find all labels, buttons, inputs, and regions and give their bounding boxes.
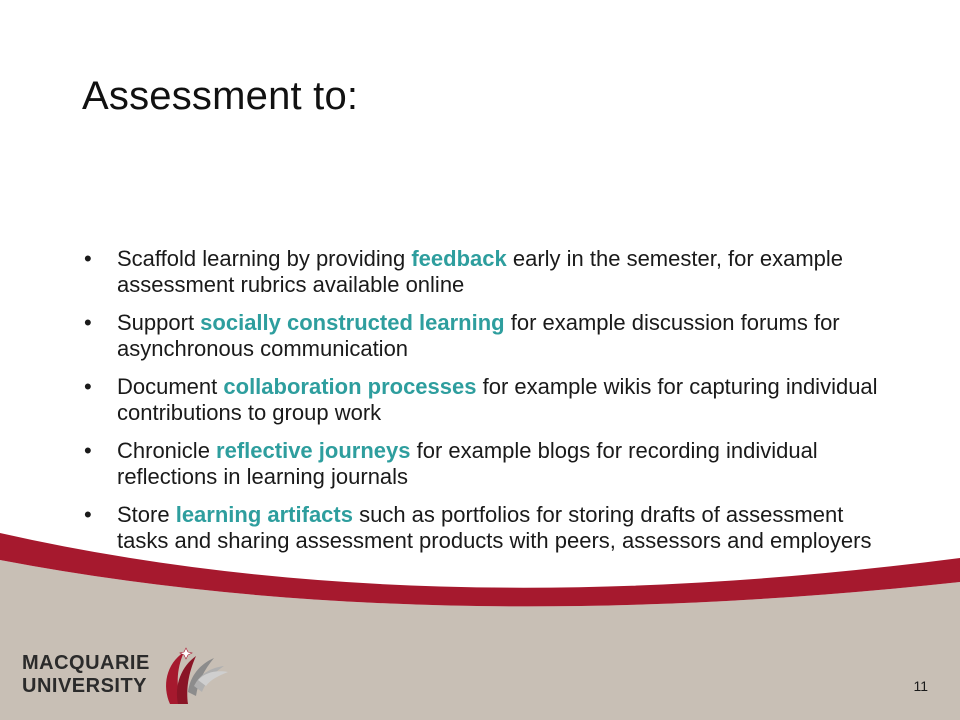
slide-title: Assessment to: — [82, 74, 359, 118]
logo-line-1: MACQUARIE — [22, 652, 150, 674]
bullet-highlight: collaboration processes — [223, 374, 477, 399]
bullet-marker: • — [84, 438, 92, 463]
bullet-highlight: learning artifacts — [175, 502, 353, 527]
bullet-text: such as portfolios for storing drafts of assessment tasks and sharing assessment products with peers, assessors and employers — [117, 502, 872, 553]
page-number: 11 — [913, 678, 928, 694]
bullet-text: Support — [117, 310, 201, 335]
bullet-text: Store — [117, 502, 176, 527]
logo-line-2: UNIVERSITY — [22, 675, 148, 697]
bullet-marker: • — [84, 246, 92, 271]
bullet-text: Chronicle — [117, 438, 217, 463]
bullet-marker: • — [84, 502, 92, 527]
bullet-item — [80, 374, 880, 426]
bullet-highlight: reflective journeys — [216, 438, 411, 463]
bullet-item — [80, 438, 880, 490]
macquarie-university-logo — [22, 646, 252, 706]
bullet-text: for example wikis for capturing individual contributions to group work — [117, 374, 878, 425]
bullet-item — [80, 246, 880, 298]
bullet-text: for example discussion forums for asynchronous communication — [117, 310, 840, 361]
bullet-marker: • — [84, 310, 92, 335]
bullet-highlight: feedback — [411, 246, 507, 271]
bullet-marker: • — [84, 374, 92, 399]
bullet-item — [80, 310, 880, 362]
bullet-list — [80, 246, 880, 566]
bullet-text: Scaffold learning by providing — [117, 246, 412, 271]
bullet-text: for example blogs for recording individual reflections in learning journals — [117, 438, 818, 489]
bullet-highlight: socially constructed learning — [200, 310, 505, 335]
logo-wordmark — [22, 652, 150, 698]
bullet-text: Document — [117, 374, 224, 399]
bullet-item — [80, 502, 880, 554]
lighthouse-flame-icon — [162, 646, 232, 706]
bullet-text: early in the semester, for example assessment rubrics available online — [117, 246, 843, 297]
